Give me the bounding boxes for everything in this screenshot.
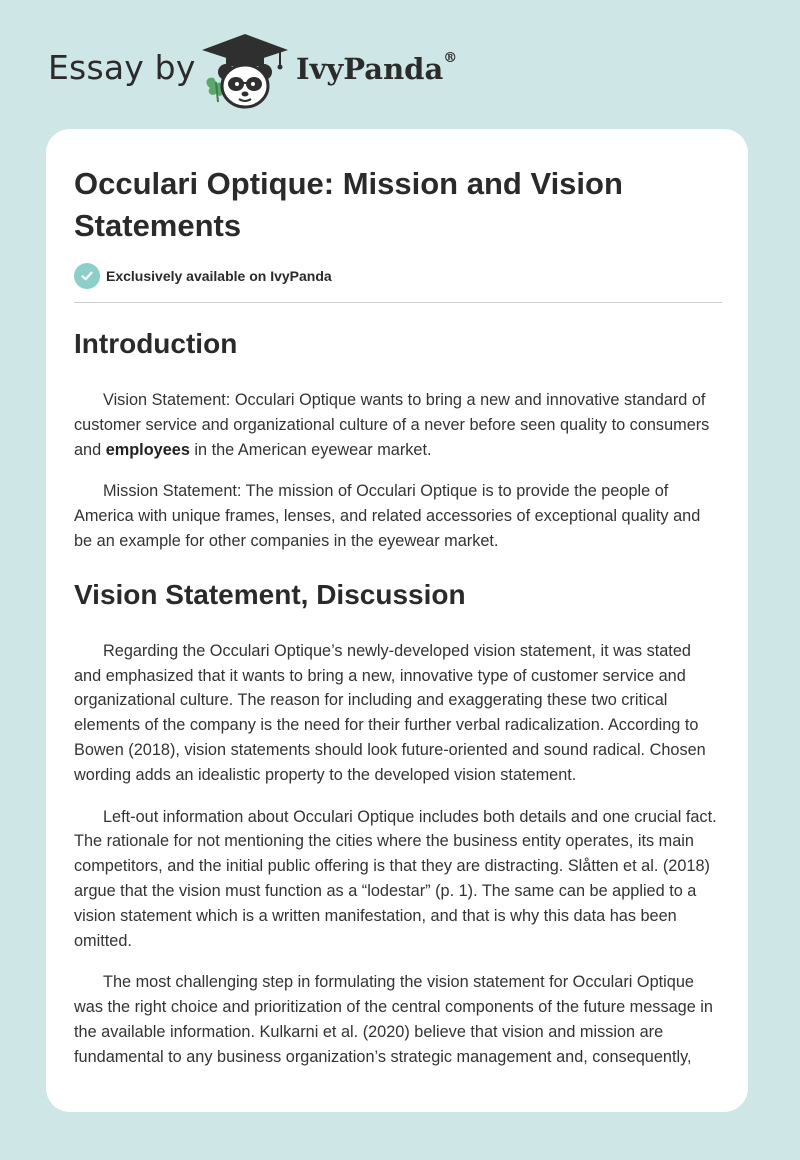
panda-graduate-icon[interactable]	[200, 32, 290, 112]
exclusive-notice	[74, 263, 332, 289]
site-header	[0, 0, 800, 120]
brand-name: IvyPanda	[296, 52, 444, 86]
registered-mark: ®	[443, 50, 458, 66]
section-heading-vision-discussion: Vision Statement, Discussion	[74, 578, 466, 610]
section-heading-introduction: Introduction	[74, 328, 238, 359]
paragraph-text: in the American eyewear market.	[189, 440, 432, 459]
link-employees[interactable]: employees	[105, 440, 190, 459]
exclusive-label: Exclusively available on IvyPanda	[106, 268, 332, 284]
check-circle-icon	[74, 263, 100, 289]
paragraph-discussion-2: Left-out information about Occulari Optique includes both details and one crucial fact. The rationale for not mentioning the cities where the business entity operates, its main competitors, and the initial public offering is that they are distracting. Slåtten et al. (2018) argue that the vision must function as a “lodestar” (p. 1). The same can be applied to a vision statement which is a written manifestation, and that is why this data has been omitted.	[74, 807, 717, 950]
brand-logo-text[interactable]	[296, 52, 457, 86]
paragraph-text: Vision Statement: Occulari Optique wants to bring a new and innovative standard of customer service and organizational culture of a never before seen quality to consumers and	[74, 391, 710, 459]
paragraph-discussion-3: The most challenging step in formulating the vision statement for Occulari Optique was the right choice and prioritization of the central components of the future message in the available information. Kulkarni et al. (2020) believe that vision and mission are fundamental to any business organization’s strategic management and, consequently,	[74, 973, 713, 1066]
essay-card	[46, 129, 748, 1112]
paragraph-mission-statement: Mission Statement: The mission of Occulari Optique is to provide the people of America with unique frames, lenses, and related accessories of exceptional quality and be an example for other companies in the eyewear market.	[74, 482, 701, 550]
essay-body	[74, 319, 722, 1070]
essay-title: Occulari Optique: Mission and Vision Statements	[74, 166, 623, 243]
header-divider	[74, 302, 722, 303]
essay-by-label: Essay by	[48, 48, 196, 87]
paragraph-discussion-1: Regarding the Occulari Optique’s newly-developed vision statement, it was stated and emphasized that it wants to bring a new, innovative type of customer service and organizational culture. The reason for including and exaggerating these two critical elements of the company is the need for their further verbal radicalization. According to Bowen (2018), vision statements should look future-oriented and sound radical. Chosen wording adds an idealistic property to the developed vision statement.	[74, 641, 706, 784]
paragraph-vision-statement	[74, 388, 722, 462]
